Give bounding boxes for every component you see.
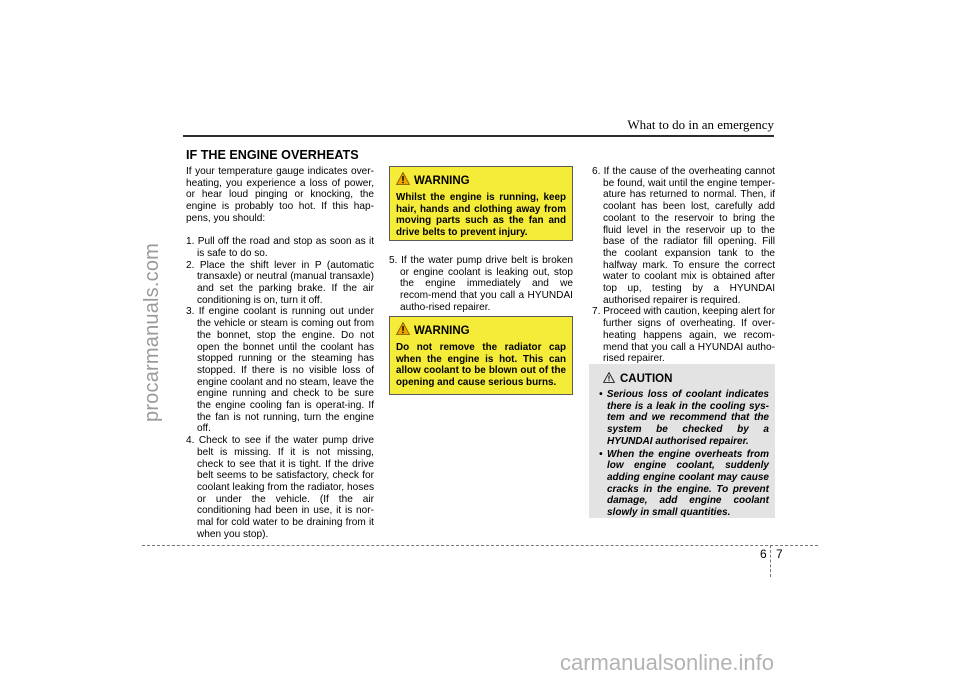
- warning-header: [396, 323, 566, 339]
- warning-triangle-icon: [396, 172, 410, 190]
- header-rule: [183, 135, 774, 137]
- warning-title: WARNING: [414, 325, 470, 337]
- bottom-watermark: carmanualsonline.info: [560, 650, 775, 675]
- caution-item: • Serious loss of coolant indicates there is a leak in the cooling sys-tem and we recommend that the system be checked by a HYUNDAI authorised repairer.: [599, 389, 769, 447]
- footer-divider: [770, 545, 771, 577]
- caution-title: CAUTION: [620, 372, 673, 385]
- step-7: 7. Proceed with caution, keeping alert for further signs of overheating. If over-heating happens again, we recom-mend that you call a HYUNDAI autho-rised repairer.: [592, 306, 775, 365]
- warning-box-moving-parts: [389, 166, 573, 241]
- chapter-number: 6: [760, 547, 767, 561]
- header-title: What to do in an emergency: [627, 117, 774, 132]
- warning-title: WARNING: [414, 175, 470, 187]
- footer-rule: [142, 545, 818, 546]
- column-2: [389, 255, 573, 314]
- intro-paragraph: If your temperature gauge indicates over-heating, you experience a loss of power, or hear loud pinging or knocking, the engine is probably too hot. If this hap-pens, you should:: [186, 166, 374, 224]
- column-1: [186, 166, 374, 540]
- caution-item: • When the engine overheats from low engine coolant, suddenly adding engine coolant may cause cracks in the engine. To prevent damage, add engine coolant slowly in small quantities.: [599, 448, 769, 519]
- warning-text: Whilst the engine is running, keep hair, hands and clothing away from moving parts such as the fan and drive belts to prevent injury.: [396, 192, 566, 238]
- warning-triangle-icon: [396, 322, 410, 340]
- step-6: 6. If the cause of the overheating cannot be found, wait until the engine temper-ature has returned to normal. Then, if coolant has been lost, carefully add coolant to the reservoir to bring the fluid level in the reservoir up to the base of the radiator fill opening. Fill the coolant expansion tank to the halfway mark. To ensure the correct water to coolant mix is obtained after top up, testing by a HYUNDAI authorised repairer is required.: [592, 166, 775, 306]
- column-3: [592, 166, 775, 365]
- side-watermark: procarmanuals.com: [141, 242, 163, 422]
- step-2: 2. Place the shift lever in P (automatic transaxle) or neutral (manual transaxle) and set the parking brake. If the air conditioning is on, turn it off.: [186, 259, 374, 306]
- step-4: 4. Check to see if the water pump drive belt is missing. If it is not missing, check to see that it is tight. If the drive belt seems to be satisfactory, check for coolant leaking from the radiator, hoses or under the vehicle. (If the air conditioning had been in use, it is nor-mal for cold water to be draining from it when you stop).: [186, 435, 374, 540]
- caution-header: [595, 371, 769, 386]
- caution-triangle-icon: [603, 370, 615, 388]
- warning-header: [396, 173, 566, 189]
- page-number: 7: [776, 547, 783, 561]
- step-1: 1. Pull off the road and stop as soon as it is safe to do so.: [186, 236, 374, 259]
- warning-text: Do not remove the radiator cap when the engine is hot. This can allow coolant to be blown out of the opening and cause serious burns.: [396, 342, 566, 388]
- caution-box: [589, 364, 775, 518]
- section-heading: IF THE ENGINE OVERHEATS: [186, 148, 359, 162]
- step-3: 3. If engine coolant is running out under the vehicle or steam is coming out from the bonnet, stop the engine. Do not open the bonnet until the coolant has stopped running or the steaming has stopped. If there is no visible loss of engine coolant and no steam, leave the engine running and check to be sure the engine cooling fan is operat-ing. If the fan is not running, turn the engine off.: [186, 306, 374, 435]
- step-5: 5. If the water pump drive belt is broken or engine coolant is leaking out, stop the engine immediately and we recom-mend that you call a HYUNDAI autho-rised repairer.: [389, 255, 573, 313]
- warning-box-radiator-cap: [389, 316, 573, 395]
